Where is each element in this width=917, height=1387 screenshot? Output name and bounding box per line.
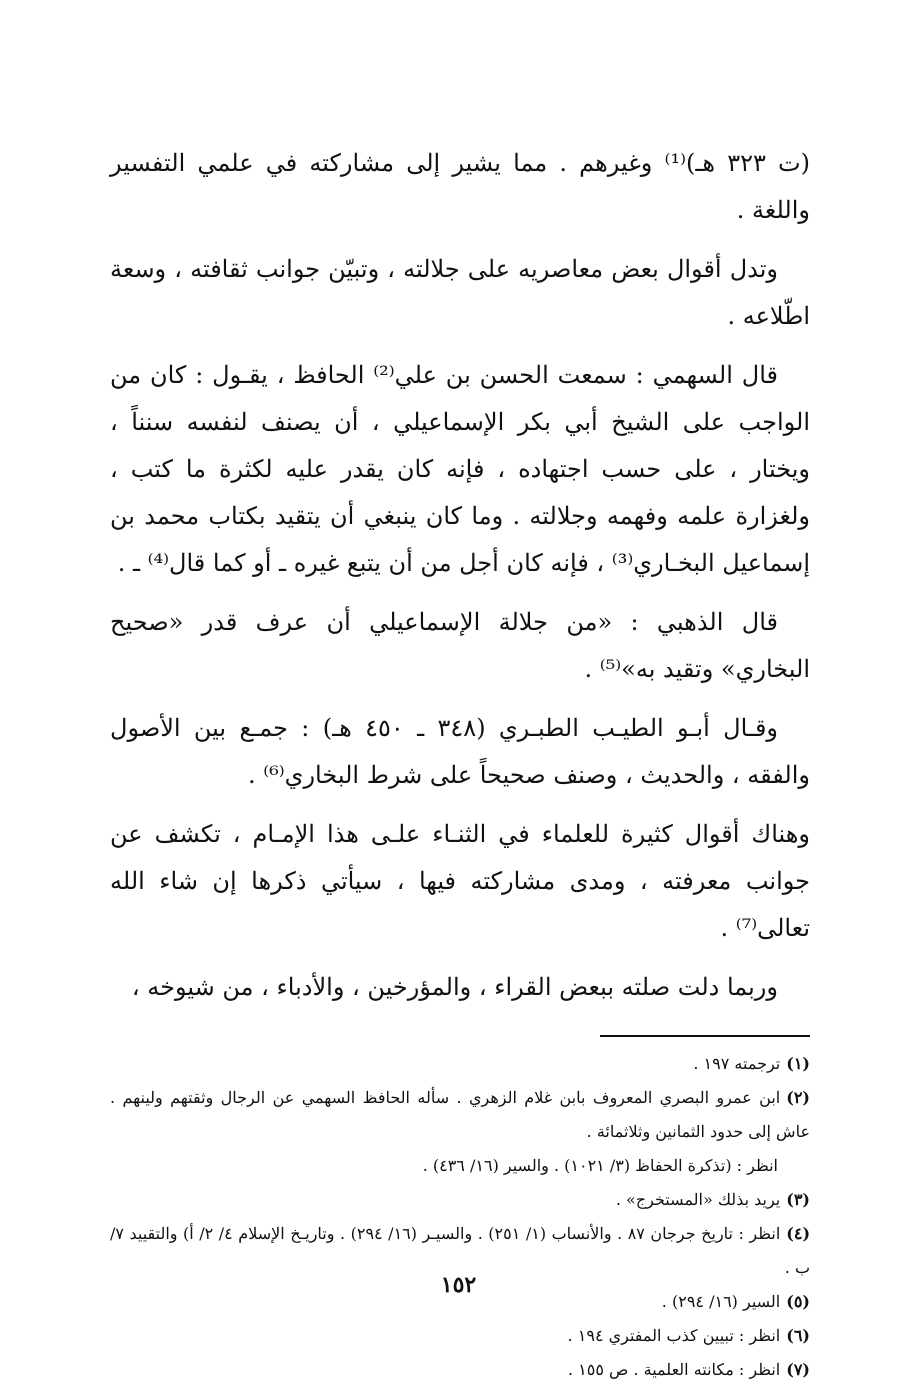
footnote-2 bbox=[110, 1081, 810, 1149]
footnote-number: (٤) bbox=[786, 1224, 811, 1243]
paragraph-5: وقـال أبـو الطيـب الطبـري (٣٤٨ ـ ٤٥٠ هـ) : جمـع بين الأصول والفقه ، والحديث ، وصنف صحيحاً على شرط البخاري⁽⁶⁾ . bbox=[110, 714, 810, 789]
footnote-text: انظر : تبيين كذب المفتري ١٩٤ . bbox=[567, 1326, 781, 1345]
paragraph-3: قال السهمي : سمعت الحسن بن علي⁽²⁾ الحافظ ، يقـول : كان من الواجب على الشيخ أبي بكر الإسماعيلي ، أن يصنف لنفسه سنناً ، ويختار ، على حسب اجتهاده ، فإنه كان يقدر عليه لكثرة ما كتب ، ولغزارة علمه وفهمه وجلالته . وما كان ينبغي أن يتقيد بكتاب محمد بن إسماعيل البخـاري⁽³⁾ ، فإنه كان أجل من أن يتبع غيره ـ أو كما قال⁽⁴⁾ ـ . bbox=[110, 361, 810, 577]
body-text bbox=[110, 140, 810, 1011]
footnote-text: انظر : (تذكرة الحفاظ (٣/ ١٠٢١) . والسير (١٦/ ٤٣٦) . bbox=[422, 1156, 778, 1175]
footnote-number: (٦) bbox=[786, 1326, 810, 1345]
footnote-6 bbox=[110, 1319, 810, 1353]
footnote-text: يريد بذلك «المستخرج» . bbox=[615, 1190, 781, 1209]
footnote-1 bbox=[110, 1047, 810, 1081]
paragraph-7: وربما دلت صلته ببعض القراء ، والمؤرخين ، والأدباء ، من شيوخه ، bbox=[131, 973, 778, 1001]
footnote-number: (٢) bbox=[786, 1088, 810, 1107]
footnote-text: ترجمته ١٩٧ . bbox=[693, 1054, 781, 1073]
footnote-number: (١) bbox=[786, 1054, 810, 1073]
paragraph-1: (ت ٣٢٣ هـ)⁽¹⁾ وغيرهم . مما يشير إلى مشاركته في علمي التفسير واللغة . bbox=[110, 149, 811, 224]
footnote-number: (٥) bbox=[786, 1292, 810, 1311]
page-number: ١٥٢ bbox=[440, 1272, 477, 1298]
footnote-3 bbox=[110, 1183, 810, 1217]
footnote-text: ابن عمرو البصري المعروف بابن غلام الزهري . سأله الحافظ السهمي عن الرجال وثقتهم ولينهم . عاش إلى حدود الثمانين وثلاثمائة . bbox=[110, 1088, 810, 1141]
footnote-7 bbox=[110, 1353, 810, 1387]
paragraph-2: وتدل أقوال بعض معاصريه على جلالته ، وتبيّن جوانب ثقافته ، وسعة اطّلاعه . bbox=[110, 255, 810, 330]
paragraph-4: قال الذهبي : «من جلالة الإسماعيلي أن عرف قدر «صحيح البخاري» وتقيد به»⁽⁵⁾ . bbox=[110, 608, 810, 683]
footnotes bbox=[110, 1047, 810, 1387]
footnote-separator bbox=[600, 1035, 810, 1037]
footnote-number: (٣) bbox=[786, 1190, 810, 1209]
page-content bbox=[110, 140, 810, 1387]
footnote-text: انظر : تاريخ جرجان ٨٧ . والأنساب (١/ ٢٥١) . والسيـر (١٦/ ٢٩٤) . وتاريـخ الإسلام ٤/ ٢/ أ) والتقييد ٧/ ب . bbox=[110, 1224, 810, 1277]
footnote-text: انظر : مكانته العلمية . ص ١٥٥ . bbox=[567, 1360, 781, 1379]
footnote-number: (٧) bbox=[786, 1360, 810, 1379]
footnote-text: السير (١٦/ ٢٩٤) . bbox=[661, 1292, 781, 1311]
paragraph-6: وهناك أقوال كثيرة للعلماء في الثنـاء علـى هذا الإمـام ، تكشف عن جوانب معرفته ، ومدى مشاركته فيها ، سيأتي ذكرها إن شاء الله تعالى⁽⁷⁾ . bbox=[110, 820, 810, 942]
footnote-2-continued bbox=[110, 1149, 810, 1183]
